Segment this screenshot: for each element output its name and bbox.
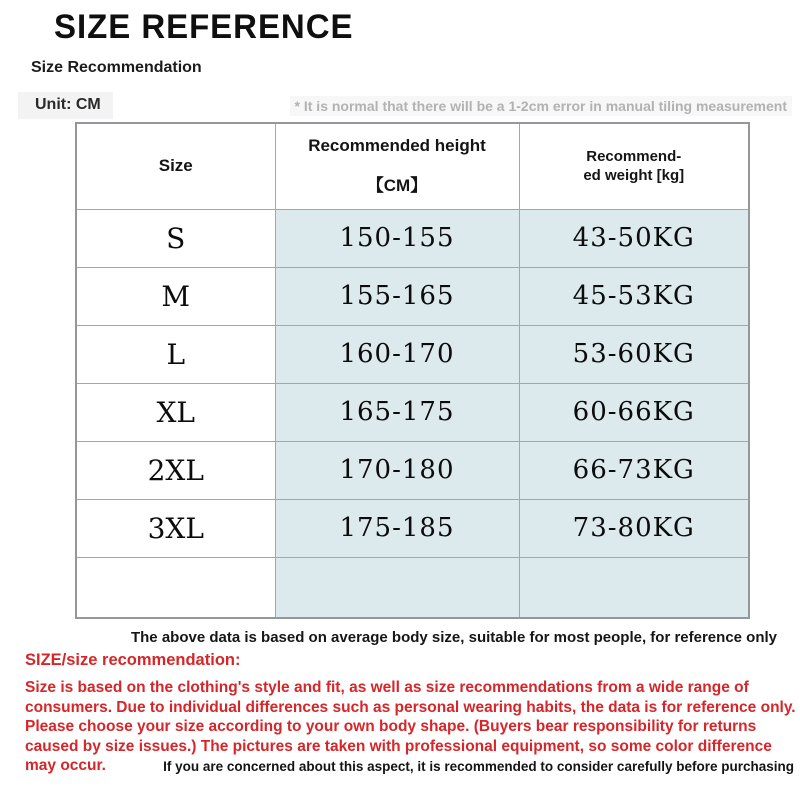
size-cell: XL (76, 383, 275, 441)
table-header-row (76, 123, 749, 209)
size-cell: 3XL (76, 499, 275, 557)
size-cell: 2XL (76, 441, 275, 499)
weight-cell: 43-50KG (519, 209, 749, 267)
measurement-note: * It is normal that there will be a 1-2cm error in manual tiling measurement (290, 96, 792, 116)
page-subtitle: Size Recommendation (31, 59, 202, 76)
size-cell: M (76, 267, 275, 325)
column-header-height-line1: Recommended height (308, 136, 486, 156)
weight-cell: 53-60KG (519, 325, 749, 383)
table-row (76, 325, 749, 383)
table-row (76, 383, 749, 441)
column-header-height (275, 123, 519, 209)
size-recommendation-body: Size is based on the clothing's style and fit, as well as size recommendations from a wide range of consumers. Due to individual differences such as personal wearing habits, the data is for reference only. Please choose your size according to your own body shape. (Buyers bear responsibility for returns caused by size issues.) The pictures are taken with professional equipment, so some color difference may occur. (25, 679, 796, 774)
height-cell (275, 557, 519, 618)
column-header-size: Size (76, 123, 275, 209)
height-cell: 150-155 (275, 209, 519, 267)
height-cell: 170-180 (275, 441, 519, 499)
height-cell: 165-175 (275, 383, 519, 441)
column-header-weight-line2: ed weight [kg] (583, 167, 685, 185)
size-cell (76, 557, 275, 618)
page-title: SIZE REFERENCE (54, 8, 354, 46)
purchase-note: If you are concerned about this aspect, it is recommended to consider carefully before purchasing (163, 759, 794, 774)
table-row (76, 267, 749, 325)
weight-cell: 45-53KG (519, 267, 749, 325)
size-table (75, 122, 750, 619)
table-row (76, 499, 749, 557)
unit-label: Unit: CM (18, 92, 113, 119)
height-cell: 160-170 (275, 325, 519, 383)
weight-cell: 60-66KG (519, 383, 749, 441)
weight-cell (519, 557, 749, 618)
column-header-weight (519, 123, 749, 209)
weight-cell: 66-73KG (519, 441, 749, 499)
table-note: The above data is based on average body size, suitable for most people, for reference only (130, 629, 778, 646)
table-row-empty (76, 557, 749, 618)
height-cell: 175-185 (275, 499, 519, 557)
column-header-weight-line1: Recommend- (586, 148, 682, 166)
table-row (76, 209, 749, 267)
height-cell: 155-165 (275, 267, 519, 325)
weight-cell: 73-80KG (519, 499, 749, 557)
size-cell: L (76, 325, 275, 383)
size-recommendation-heading: SIZE/size recommendation: (25, 651, 241, 669)
size-cell: S (76, 209, 275, 267)
column-header-height-line2: 【CM】 (366, 176, 428, 196)
table-row (76, 441, 749, 499)
